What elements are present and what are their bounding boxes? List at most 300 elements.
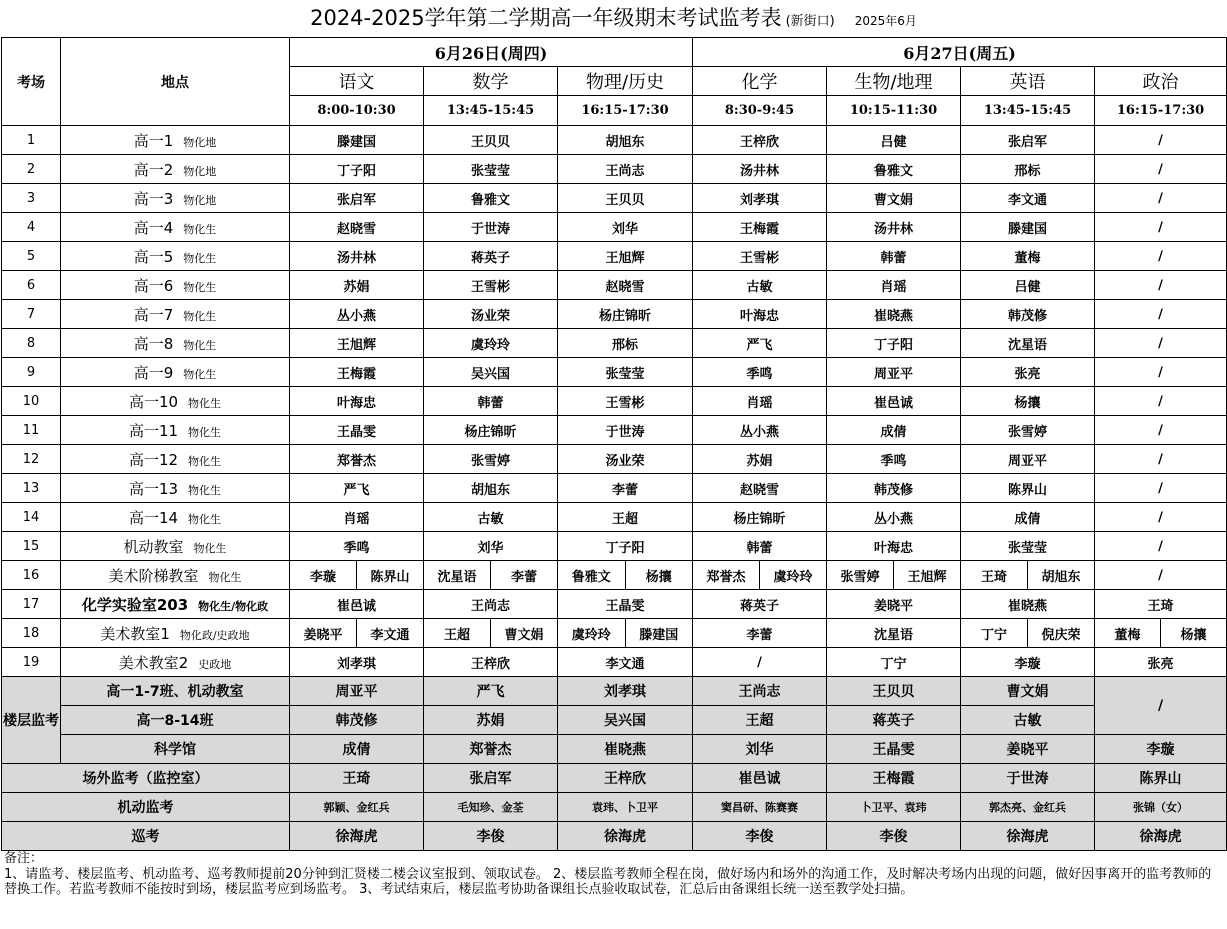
room-number: 19 <box>2 648 61 677</box>
proctor-cell: 韩蕾 <box>827 242 961 271</box>
location-cell <box>61 648 290 677</box>
proctor-cell: 肖瑶 <box>827 271 961 300</box>
proctor-cell: 杨庄锦昕 <box>693 503 827 532</box>
proctor-name: 胡旭东 <box>1027 561 1094 589</box>
proctor-cell: 王梅霞 <box>827 764 961 793</box>
table-row <box>2 416 1227 445</box>
proctor-cell: 王旭辉 <box>558 242 693 271</box>
proctor-cell: 古敏 <box>424 503 558 532</box>
proctor-cell: 卜卫平、袁玮 <box>827 793 961 822</box>
floor-location: 科学馆 <box>61 735 290 764</box>
room-number: 4 <box>2 213 61 242</box>
table-row <box>2 561 1227 590</box>
proctor-cell: 汤业荣 <box>558 445 693 474</box>
proctor-cell: / <box>1095 445 1227 474</box>
proctor-cell: 成倩 <box>961 503 1095 532</box>
proctor-cell: 王雪彬 <box>558 387 693 416</box>
location-name: 高一1 <box>133 131 174 150</box>
proctor-cell: 韩茂修 <box>290 706 424 735</box>
room-number: 13 <box>2 474 61 503</box>
room-number: 8 <box>2 329 61 358</box>
room-number: 18 <box>2 619 61 648</box>
proctor-cell: 刘华 <box>558 213 693 242</box>
proctor-cell: 王琦 <box>290 764 424 793</box>
proctor-cell: 王贝贝 <box>558 184 693 213</box>
outside-label: 场外监考（监控室） <box>2 764 290 793</box>
proctor-cell: 王雪彬 <box>693 242 827 271</box>
room-number: 5 <box>2 242 61 271</box>
track-tag: 物化生 <box>183 251 217 265</box>
proctor-cell: 汤井林 <box>827 213 961 242</box>
proctor-cell: 张亮 <box>961 358 1095 387</box>
room-header: 考场 <box>2 38 61 126</box>
location-cell <box>61 387 290 416</box>
proctor-name: 王超 <box>443 627 470 643</box>
proctor-cell: 徐海虎 <box>1095 822 1227 851</box>
location-cell <box>61 329 290 358</box>
track-tag: 物化生 <box>188 425 222 439</box>
room-number: 7 <box>2 300 61 329</box>
proctor-cell: 李文通 <box>558 648 693 677</box>
floor-location: 高一1-7班、机动教室 <box>61 677 290 706</box>
table-row <box>2 271 1227 300</box>
proctor-cell: 杨庄锦昕 <box>558 300 693 329</box>
location-name: 高一12 <box>128 450 179 469</box>
proctor-cell: 张锦（女） <box>1095 793 1227 822</box>
time-header: 13:45-15:45 <box>424 96 558 126</box>
proctor-cell: 王梅霞 <box>290 358 424 387</box>
proctor-cell: 吕健 <box>827 126 961 155</box>
room-number: 2 <box>2 155 61 184</box>
proctor-cell: 汤井林 <box>290 242 424 271</box>
proctor-cell: 郑誉杰 <box>424 735 558 764</box>
pair-cell <box>961 619 1095 648</box>
proctor-cell: 吴兴国 <box>424 358 558 387</box>
proctor-cell: 成倩 <box>290 735 424 764</box>
proctor-cell: 陈界山 <box>1095 764 1227 793</box>
location-cell <box>61 213 290 242</box>
room-number: 12 <box>2 445 61 474</box>
track-tag: 物化生 <box>183 338 217 352</box>
proctor-cell: 蒋英子 <box>827 706 961 735</box>
room-number: 1 <box>2 126 61 155</box>
track-tag: 物化地 <box>183 135 217 149</box>
location-cell <box>61 561 290 590</box>
room-number: 6 <box>2 271 61 300</box>
proctor-cell: 叶海忠 <box>290 387 424 416</box>
location-name: 高一8 <box>133 334 174 353</box>
proctor-cell: 刘孝琪 <box>693 184 827 213</box>
proctor-name: 郑誉杰 <box>706 569 746 585</box>
table-row <box>2 184 1227 213</box>
proctor-cell: 丁宁 <box>827 648 961 677</box>
proctor-name: 姜晓平 <box>303 627 343 643</box>
location-cell <box>61 358 290 387</box>
proctor-cell: / <box>1095 213 1227 242</box>
proctor-cell: 杨庄锦昕 <box>424 416 558 445</box>
proctor-cell: 李俊 <box>424 822 558 851</box>
proctor-cell: 崔晓燕 <box>961 590 1095 619</box>
proctor-name: 杨攘 <box>625 561 693 589</box>
track-tag: 史政地 <box>198 657 232 671</box>
location-name: 高一2 <box>133 160 174 179</box>
proctor-name: 王琦 <box>981 569 1008 585</box>
location-name: 美术教室1 <box>100 624 170 643</box>
location-name: 美术阶梯教室 <box>108 566 199 585</box>
proctor-cell: 张启军 <box>290 184 424 213</box>
location-name: 高一11 <box>128 421 179 440</box>
location-name: 美术教室2 <box>118 653 189 672</box>
proctor-cell: 苏娟 <box>424 706 558 735</box>
room-number: 10 <box>2 387 61 416</box>
proctor-cell: / <box>1095 271 1227 300</box>
proctor-cell: / <box>1095 387 1227 416</box>
proctor-name: 滕建国 <box>625 619 693 647</box>
subject-header: 数学 <box>424 67 558 96</box>
room-number: 3 <box>2 184 61 213</box>
proctor-cell: 王梅霞 <box>693 213 827 242</box>
track-tag: 物化生 <box>208 570 242 584</box>
proctor-cell: 韩蕾 <box>693 532 827 561</box>
outside-row <box>2 764 1227 793</box>
track-tag: 物化生 <box>183 309 217 323</box>
proctor-cell: 王晶雯 <box>290 416 424 445</box>
proctor-cell: 吕健 <box>961 271 1095 300</box>
page-title: 2024-2025学年第二学期高一年级期末考试监考表 <box>310 6 782 30</box>
proctor-cell: 丛小燕 <box>827 503 961 532</box>
proctor-cell: 张莹莹 <box>961 532 1095 561</box>
proctor-cell: / <box>1095 184 1227 213</box>
location-cell <box>61 271 290 300</box>
time-header: 16:15-17:30 <box>558 96 693 126</box>
proctor-cell: 胡旭东 <box>558 126 693 155</box>
proctor-cell: 徐海虎 <box>290 822 424 851</box>
time-header: 10:15-11:30 <box>827 96 961 126</box>
proctor-cell: 袁玮、卜卫平 <box>558 793 693 822</box>
proctor-cell: 崔邑诚 <box>290 590 424 619</box>
notes-title: 备注： <box>4 851 44 866</box>
location-name: 化学实验室203 <box>81 595 189 614</box>
proctor-cell: 丁子阳 <box>558 532 693 561</box>
floor-label: 楼层监考 <box>2 677 61 764</box>
proctor-cell: 徐海虎 <box>558 822 693 851</box>
track-tag: 物化地 <box>183 193 217 207</box>
proctor-name: 李文通 <box>356 619 423 647</box>
time-header: 16:15-17:30 <box>1095 96 1227 126</box>
proctor-cell: 肖瑶 <box>290 503 424 532</box>
subject-header: 政治 <box>1095 67 1227 96</box>
proctor-cell: 赵晓雪 <box>693 474 827 503</box>
room-number: 16 <box>2 561 61 590</box>
location-cell <box>61 184 290 213</box>
pair-cell <box>693 561 827 590</box>
time-header: 13:45-15:45 <box>961 96 1095 126</box>
proctor-cell: 刘孝琪 <box>558 677 693 706</box>
proctor-cell: 郭颖、金红兵 <box>290 793 424 822</box>
proctor-cell: 邢标 <box>558 329 693 358</box>
location-cell <box>61 242 290 271</box>
pair-cell <box>827 561 961 590</box>
proctor-cell: 季鸣 <box>827 445 961 474</box>
location-cell <box>61 445 290 474</box>
proctor-name: 陈界山 <box>356 561 423 589</box>
proctor-cell: 韩茂修 <box>827 474 961 503</box>
pair-cell <box>290 619 424 648</box>
proctor-cell: / <box>1095 300 1227 329</box>
proctor-cell: 毛知珍、金荃 <box>424 793 558 822</box>
schedule-table <box>1 37 1227 851</box>
date-label: 2025年6月 <box>854 14 917 28</box>
proctor-cell: 张莹莹 <box>558 358 693 387</box>
table-row <box>2 590 1227 619</box>
proctor-cell: 姜晓平 <box>827 590 961 619</box>
location-cell <box>61 126 290 155</box>
proctor-name: 杨攘 <box>1160 619 1226 647</box>
pair-cell <box>961 561 1095 590</box>
proctor-cell: 李璇 <box>961 648 1095 677</box>
table-row <box>2 648 1227 677</box>
proctor-cell: 王琦 <box>1095 590 1227 619</box>
location-cell <box>61 416 290 445</box>
subject-header: 物理/历史 <box>558 67 693 96</box>
location-name: 高一13 <box>128 479 179 498</box>
title-bar <box>0 0 1227 37</box>
pair-cell <box>424 619 558 648</box>
proctor-cell: / <box>1095 329 1227 358</box>
time-header: 8:30-9:45 <box>693 96 827 126</box>
subject-header: 语文 <box>290 67 424 96</box>
location-cell <box>61 474 290 503</box>
table-row <box>2 329 1227 358</box>
track-tag: 物化生 <box>188 483 222 497</box>
table-row <box>2 242 1227 271</box>
location-cell <box>61 532 290 561</box>
pair-cell <box>558 619 693 648</box>
proctor-cell: 苏娟 <box>693 445 827 474</box>
pair-cell <box>424 561 558 590</box>
proctor-cell: 曹文娟 <box>961 677 1095 706</box>
campus-label: (新街口) <box>785 14 835 29</box>
proctor-cell: 刘孝琪 <box>290 648 424 677</box>
proctor-cell: 徐海虎 <box>961 822 1095 851</box>
proctor-name: 张雪婷 <box>840 569 880 585</box>
proctor-cell: 王贝贝 <box>424 126 558 155</box>
proctor-name: 曹文娟 <box>490 619 557 647</box>
proctor-cell: 王旭辉 <box>290 329 424 358</box>
floor-location: 高一8-14班 <box>61 706 290 735</box>
proctor-cell: 胡旭东 <box>424 474 558 503</box>
track-tag: 物化生/物化政 <box>198 599 269 613</box>
pair-cell <box>290 561 424 590</box>
proctor-cell: 蒋英子 <box>424 242 558 271</box>
patrol-row <box>2 822 1227 851</box>
table-row <box>2 300 1227 329</box>
proctor-cell: 沈星语 <box>961 329 1095 358</box>
proctor-name: 李璇 <box>309 569 336 585</box>
proctor-cell: 王梓欣 <box>424 648 558 677</box>
proctor-cell: 于世涛 <box>558 416 693 445</box>
proctor-cell: 张雪婷 <box>424 445 558 474</box>
proctor-cell: 王晶雯 <box>558 590 693 619</box>
room-number: 11 <box>2 416 61 445</box>
proctor-cell: 虞玲玲 <box>424 329 558 358</box>
floor-row <box>2 706 1227 735</box>
proctor-cell: 严飞 <box>424 677 558 706</box>
proctor-cell: 李俊 <box>693 822 827 851</box>
track-tag: 物化生 <box>183 367 217 381</box>
proctor-name: 虞玲玲 <box>571 627 611 643</box>
floor-row <box>2 677 1227 706</box>
proctor-cell: / <box>1095 242 1227 271</box>
proctor-cell: / <box>1095 358 1227 387</box>
table-row <box>2 532 1227 561</box>
proctor-cell: 李俊 <box>827 822 961 851</box>
proctor-name: 董梅 <box>1114 627 1141 643</box>
location-name: 高一14 <box>128 508 179 527</box>
proctor-cell: / <box>1095 677 1227 735</box>
proctor-cell: 曹文娟 <box>827 184 961 213</box>
table-row <box>2 358 1227 387</box>
proctor-cell: 王尚志 <box>693 677 827 706</box>
proctor-cell: 季鸣 <box>693 358 827 387</box>
proctor-cell: 叶海忠 <box>693 300 827 329</box>
proctor-cell: 邢标 <box>961 155 1095 184</box>
proctor-cell: 蒋英子 <box>693 590 827 619</box>
proctor-cell: 刘华 <box>424 532 558 561</box>
proctor-cell: 郑誉杰 <box>290 445 424 474</box>
proctor-cell: 吴兴国 <box>558 706 693 735</box>
proctor-cell: 鲁雅文 <box>827 155 961 184</box>
proctor-cell: 姜晓平 <box>961 735 1095 764</box>
proctor-cell: 周亚平 <box>961 445 1095 474</box>
proctor-cell: 汤业荣 <box>424 300 558 329</box>
table-row <box>2 474 1227 503</box>
proctor-cell: / <box>1095 532 1227 561</box>
proctor-cell: 赵晓雪 <box>558 271 693 300</box>
room-number: 9 <box>2 358 61 387</box>
location-cell <box>61 619 290 648</box>
proctor-cell: 叶海忠 <box>827 532 961 561</box>
proctor-name: 倪庆荣 <box>1027 619 1094 647</box>
proctor-cell: 张亮 <box>1095 648 1227 677</box>
table-row <box>2 155 1227 184</box>
track-tag: 物化政/史政地 <box>179 628 250 642</box>
proctor-cell: 沈星语 <box>827 619 961 648</box>
location-name: 高一10 <box>128 392 179 411</box>
pair-cell <box>1095 619 1227 648</box>
proctor-cell: 古敏 <box>961 706 1095 735</box>
proctor-cell: 滕建国 <box>290 126 424 155</box>
table-row <box>2 503 1227 532</box>
proctor-name: 鲁雅文 <box>571 569 611 585</box>
proctor-name: 虞玲玲 <box>759 561 826 589</box>
location-cell <box>61 155 290 184</box>
subject-header: 生物/地理 <box>827 67 961 96</box>
location-name: 高一5 <box>133 247 174 266</box>
proctor-cell: 丛小燕 <box>693 416 827 445</box>
track-tag: 物化生 <box>188 512 222 526</box>
proctor-cell: 于世涛 <box>961 764 1095 793</box>
notes-text: 1、请监考、楼层监考、机动监考、巡考教师提前20分钟到汇贤楼二楼会议室报到、领取试卷。 2、楼层监考教师全程在岗，做好场内和场外的沟通工作，及时解决考场内出现的问题，做好因事离开的监考教师的替换工作。若监考教师不能按时到场，楼层监考应到场监考。 3、考试结束后，楼层监考协助备课组长点验收取试卷，汇总后由备课组长统一送至教学处扫描。 <box>4 866 1212 897</box>
track-tag: 物化生 <box>193 541 227 555</box>
proctor-cell: 汤井林 <box>693 155 827 184</box>
location-name: 高一7 <box>133 305 174 324</box>
track-tag: 物化地 <box>183 164 217 178</box>
table-row <box>2 445 1227 474</box>
proctor-cell: 王超 <box>558 503 693 532</box>
proctor-name: 王旭辉 <box>893 561 960 589</box>
proctor-cell: 成倩 <box>827 416 961 445</box>
track-tag: 物化生 <box>183 280 217 294</box>
day2-header: 6月27日(周五) <box>693 38 1227 67</box>
proctor-cell: 张雪婷 <box>961 416 1095 445</box>
proctor-cell: 李文通 <box>961 184 1095 213</box>
table-row <box>2 387 1227 416</box>
proctor-cell: / <box>693 648 827 677</box>
proctor-cell: 窦昌研、陈赛赛 <box>693 793 827 822</box>
track-tag: 物化生 <box>188 396 222 410</box>
track-tag: 物化生 <box>183 222 217 236</box>
proctor-cell: 李蕾 <box>693 619 827 648</box>
proctor-cell: 严飞 <box>693 329 827 358</box>
proctor-cell: / <box>1095 416 1227 445</box>
location-name: 高一6 <box>133 276 174 295</box>
proctor-cell: / <box>1095 155 1227 184</box>
proctor-cell: 崔邑诚 <box>693 764 827 793</box>
notes <box>4 851 1222 898</box>
proctor-name: 沈星语 <box>437 569 477 585</box>
subject-header: 英语 <box>961 67 1095 96</box>
table-row <box>2 619 1227 648</box>
location-cell <box>61 503 290 532</box>
location-name: 高一4 <box>133 218 174 237</box>
proctor-cell: 鲁雅文 <box>424 184 558 213</box>
proctor-cell: 丛小燕 <box>290 300 424 329</box>
mobile-row <box>2 793 1227 822</box>
proctor-cell: 韩蕾 <box>424 387 558 416</box>
location-cell <box>61 300 290 329</box>
proctor-name: 丁宁 <box>981 627 1008 643</box>
table-row <box>2 126 1227 155</box>
location-header: 地点 <box>61 38 290 126</box>
proctor-cell: 严飞 <box>290 474 424 503</box>
proctor-cell: 张启军 <box>424 764 558 793</box>
proctor-cell: 赵晓雪 <box>290 213 424 242</box>
room-number: 14 <box>2 503 61 532</box>
proctor-cell: / <box>1095 474 1227 503</box>
location-name: 高一9 <box>133 363 174 382</box>
proctor-cell: 周亚平 <box>827 358 961 387</box>
proctor-cell: 季鸣 <box>290 532 424 561</box>
subject-header: 化学 <box>693 67 827 96</box>
proctor-cell: 杨攘 <box>961 387 1095 416</box>
proctor-cell: / <box>1095 561 1227 590</box>
proctor-cell: 王梓欣 <box>558 764 693 793</box>
proctor-cell: 滕建国 <box>961 213 1095 242</box>
proctor-cell: 崔晓燕 <box>827 300 961 329</box>
proctor-cell: 王雪彬 <box>424 271 558 300</box>
proctor-cell: 苏娟 <box>290 271 424 300</box>
location-name: 高一3 <box>133 189 174 208</box>
proctor-cell: 陈界山 <box>961 474 1095 503</box>
room-number: 15 <box>2 532 61 561</box>
proctor-cell: 崔晓燕 <box>558 735 693 764</box>
proctor-cell: 郭杰亮、金红兵 <box>961 793 1095 822</box>
proctor-cell: 张莹莹 <box>424 155 558 184</box>
proctor-cell: 李蕾 <box>558 474 693 503</box>
proctor-name: 李蕾 <box>490 561 557 589</box>
proctor-cell: 董梅 <box>961 242 1095 271</box>
